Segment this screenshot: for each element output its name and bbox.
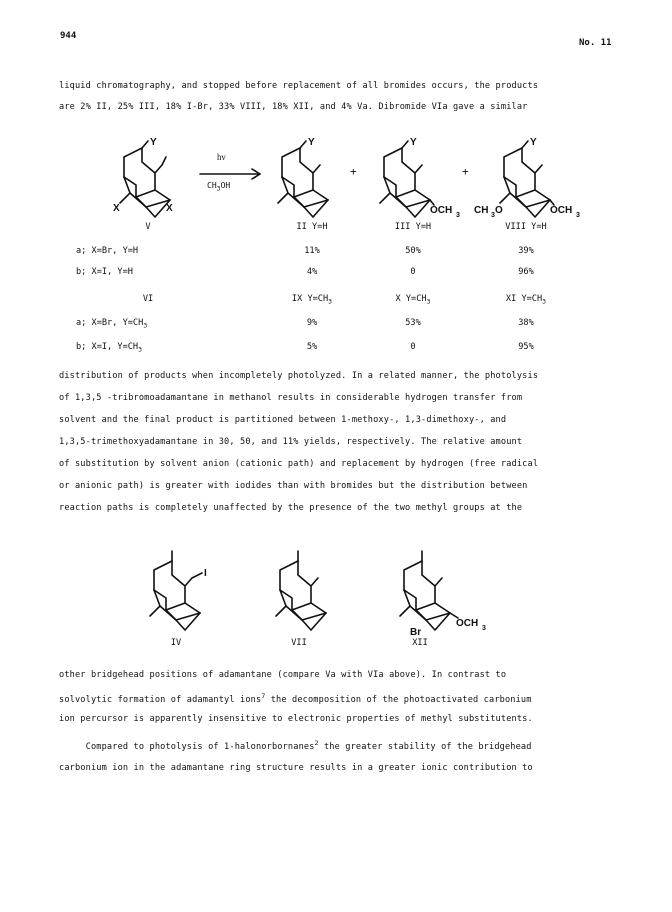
yield-cell: 96%: [518, 267, 534, 277]
paragraph-line: [59, 692, 532, 705]
plus-sign: +: [462, 165, 469, 178]
ch3o-o: O: [495, 205, 503, 216]
paragraph-line: [59, 739, 532, 752]
paragraph-line: other bridgehead positions of adamantane (compare Va with VIa above). In contrast to: [59, 670, 507, 680]
yield-cell: 39%: [518, 246, 534, 256]
ch3o-sub: 3: [491, 212, 495, 219]
x-label: X: [113, 203, 120, 214]
paragraph-line: of 1,3,5 -tribromoadamantane in methanol results in considerable hydrogen transfer from: [59, 393, 523, 403]
compound-label-iii: III Y=H: [394, 222, 432, 232]
compound-label-v: V: [145, 222, 151, 232]
arrow-bottom-label: [207, 181, 230, 193]
yield-cell: 9%: [306, 318, 318, 328]
compound-label-text: XI Y=CH: [505, 294, 543, 304]
bromine-label: Br: [410, 627, 422, 638]
reactant-structure: [110, 135, 190, 225]
row-label-text: b; X=I, Y=CH: [76, 342, 139, 352]
paragraph-line: reaction paths is completely unaffected by the presence of the two methyl groups at the: [59, 503, 523, 513]
row-label-text: a; X=Br, Y=CH: [76, 318, 144, 328]
structure-vii: [266, 548, 356, 638]
page-number: 944: [60, 31, 77, 41]
paragraph-line: ion percursor is apparently insensitive to electronic properties of methyl substitutents.: [59, 714, 533, 724]
product-iii-structure: [370, 135, 470, 225]
iodine-label: I: [204, 568, 207, 579]
compound-label-xii: XII: [412, 638, 428, 648]
yield-cell: 4%: [306, 267, 318, 277]
paragraph-line: solvent and the final product is partitioned between 1-methoxy-, 1,3-dimethoxy-, and: [59, 415, 507, 425]
row-label: [76, 342, 142, 354]
paragraph-line: distribution of products when incompletely photolyzed. In a related manner, the photolysis: [59, 371, 539, 381]
plus-sign: +: [350, 165, 357, 178]
compound-label-xi: [476, 294, 576, 306]
yield-cell: 38%: [518, 318, 534, 328]
footnote-ref: 2: [314, 739, 319, 747]
paragraph-line: of substitution by solvent anion (cationic path) and replacement by hydrogen (free radical: [59, 459, 539, 469]
yield-cell: 0: [410, 342, 416, 352]
yield-cell: 5%: [306, 342, 318, 352]
paragraph-line: liquid chromatography, and stopped before replacement of all bromides occurs, the products: [59, 81, 539, 91]
och3-sub: 3: [576, 212, 580, 219]
row-label: a; X=Br, Y=H: [76, 246, 139, 256]
yield-cell: 11%: [304, 246, 320, 256]
yield-cell: 0: [410, 267, 416, 277]
och3-sub: 3: [482, 625, 486, 632]
subscript: 3: [138, 345, 143, 354]
footnote-ref: 7: [261, 692, 266, 700]
subscript: 3: [542, 297, 547, 306]
paragraph-line: carbonium ion in the adamantane ring structure results in a greater ionic contribution to: [59, 763, 533, 773]
paragraph-text: the greater stability of the bridgehead: [318, 741, 532, 752]
compound-label-vi: VI: [142, 294, 154, 304]
reaction-arrow: [196, 160, 266, 200]
paragraph-text: Compared to photolysis of 1-halonorbornanes: [59, 741, 315, 752]
structure-iv: [140, 548, 230, 638]
y-label: Y: [308, 137, 315, 148]
paragraph-line: are 2% II, 25% III, 18% I-Br, 33% VIII, 18% XII, and 4% Va. Dibromide VIa gave a similar: [59, 102, 528, 112]
arrow-bottom-sub: 3: [216, 184, 221, 193]
compound-label-ii: II Y=H: [296, 222, 328, 232]
structure-xii: [390, 548, 520, 643]
arrow-bottom-end: OH: [220, 181, 231, 190]
product-ii-structure: [268, 135, 348, 225]
issue-number: No. 11: [579, 38, 612, 48]
compound-label-vii: VII: [291, 638, 307, 648]
paragraph-text: solvolytic formation of adamantyl ions: [59, 694, 262, 705]
och3-sub: 3: [456, 212, 460, 219]
compound-label-viii: VIII Y=H: [505, 222, 547, 232]
subscript: 3: [143, 321, 148, 330]
compound-label-x: [363, 294, 463, 306]
ch3o-label: CH: [474, 205, 489, 216]
subscript: 3: [328, 297, 333, 306]
y-label: Y: [530, 137, 537, 148]
x-label: X: [166, 203, 173, 214]
arrow-bottom-main: CH: [207, 181, 217, 190]
yield-cell: 95%: [518, 342, 534, 352]
och3-label: OCH: [456, 618, 479, 629]
y-label: Y: [150, 137, 157, 148]
paragraph-line: or anionic path) is greater with iodides than with bromides but the distribution between: [59, 481, 528, 491]
compound-label-ix: [262, 294, 362, 306]
y-label: Y: [410, 137, 417, 148]
arrow-top-label: hν: [217, 152, 226, 162]
och3-label: OCH: [430, 205, 453, 216]
product-viii-structure: [470, 135, 590, 225]
compound-label-iv: IV: [170, 638, 182, 648]
och3-label: OCH: [550, 205, 573, 216]
yield-cell: 50%: [405, 246, 421, 256]
compound-label-text: X Y=CH: [395, 294, 427, 304]
compound-label-text: IX Y=CH: [291, 294, 329, 304]
row-label: b; X=I, Y=H: [76, 267, 133, 277]
subscript: 3: [426, 297, 431, 306]
paragraph-line: 1,3,5-trimethoxyadamantane in 30, 50, and 11% yields, respectively. The relative amount: [59, 437, 523, 447]
row-label: [76, 318, 147, 330]
yield-cell: 53%: [405, 318, 421, 328]
paragraph-text: the decomposition of the photoactivated carbonium: [265, 694, 532, 705]
